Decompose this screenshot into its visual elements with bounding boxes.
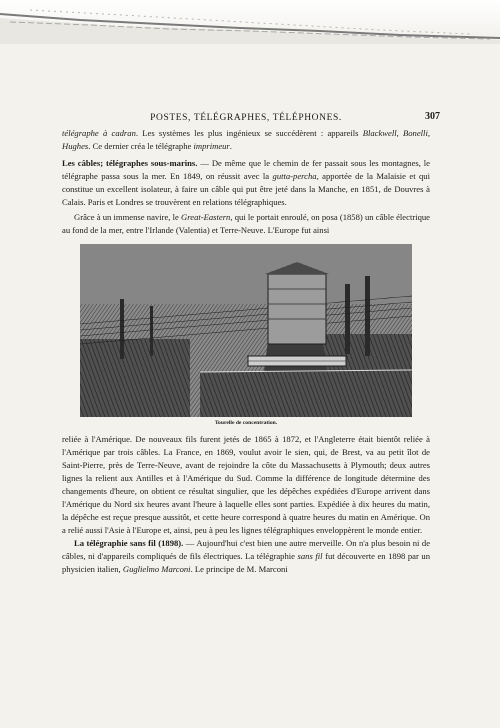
text-run: imprimeur (193, 141, 230, 151)
text-run: — De même que le chemin de fer passait sous les montagnes, le télégraphe passa sous la mer. En 1849, on réussit avec la (62, 158, 430, 181)
text-run: , qui le portait enroulé, on posa (1858) un câble électrique au fond de la mer, entre l'Irlande (Valentia) et Terre-Neuve. L'Europe fut ainsi (62, 212, 430, 235)
engraving-illustration (80, 244, 412, 417)
figure-caption: Tourelle de concentration. (214, 420, 278, 426)
book-page (62, 111, 440, 576)
text-run: sans fil (297, 551, 323, 561)
scan-edge (0, 0, 500, 44)
page-header (62, 111, 440, 127)
section-heading: Les câbles; télégraphes sous-marins. (62, 158, 198, 168)
text-run: télégraphe à cadran (62, 128, 136, 138)
text-run: gutta-percha (272, 171, 317, 181)
text-run: Great-Eastern (181, 212, 231, 222)
text-run: , (427, 128, 430, 138)
text-run: . Ce dernier créa le télégraphe (88, 141, 194, 151)
text-run: fut découverte en 1898 par un physicien italien, (62, 551, 431, 574)
paragraph (62, 157, 430, 209)
page-number: 307 (425, 111, 440, 122)
paragraph: reliée à l'Amérique. De nouveaux fils furent jetés de 1865 à 1872, et l'Angleterre était bientôt reliée à l'Amérique par trois câbles. La France, en 1869, voulut avoir le sien, qui, de Brest, va au petit îlot de Saint-Pierre, près de Terre-Neuve, avant de rejoindre la côte du Massachusetts à Plymouth; deux autres lignes la relient aux Antilles et à l'Amérique du Sud. Comme la différence de longitude détermine des changements d'heure, on obtient ce résultat singulier, que les dépêches expédiées d'Europe arrivent dans l'Amérique du Nord six heures avant l'heure à laquelle elles sont parties. Expédiée à dix heures du matin, la dépêche est reçue presque aussitôt, et cette heure correspond à quatre heures du matin en Amérique. On a relié aussi l'Asie à l'Europe et, ainsi, peu à peu les lignes télégraphiques enveloppèrent le monde entier. (62, 434, 430, 535)
text-run: Grâce à un immense navire, le (74, 212, 182, 222)
text-run: , (396, 128, 404, 138)
section-heading: La télégraphie sans fil (1898). (74, 538, 184, 548)
text-run: . Le principe de M. Marconi (190, 564, 288, 574)
text-run: Guglielmo Marconi (122, 564, 191, 574)
paragraph (62, 537, 430, 576)
paragraph (62, 211, 430, 237)
text-run: — Aujourd'hui c'est bien une autre merveille. On n'a plus besoin ni de câbles, ni d'appareils compliqués de fils électriques. La télégraphie (62, 538, 431, 561)
paragraph (62, 127, 430, 153)
text-run: , apportée de la Malaisie et qui constitue un excellent isolateur, à faire un câble qui put être jeté dans la Manche, en 1851, de Douvres à Calais. Paris et Londres se trouvèrent en relations télégraphiques. (62, 171, 430, 207)
text-run: . Les systèmes les plus ingénieux se succédèrent : appareils (135, 128, 363, 138)
running-title: POSTES, TÉLÉGRAPHES, TÉLÉPHONES. (150, 113, 342, 123)
text-run: Bonelli (403, 128, 428, 138)
text-run: . (229, 141, 232, 151)
text-run: Hughes (62, 141, 89, 151)
text-run: Blackwell (362, 128, 397, 138)
